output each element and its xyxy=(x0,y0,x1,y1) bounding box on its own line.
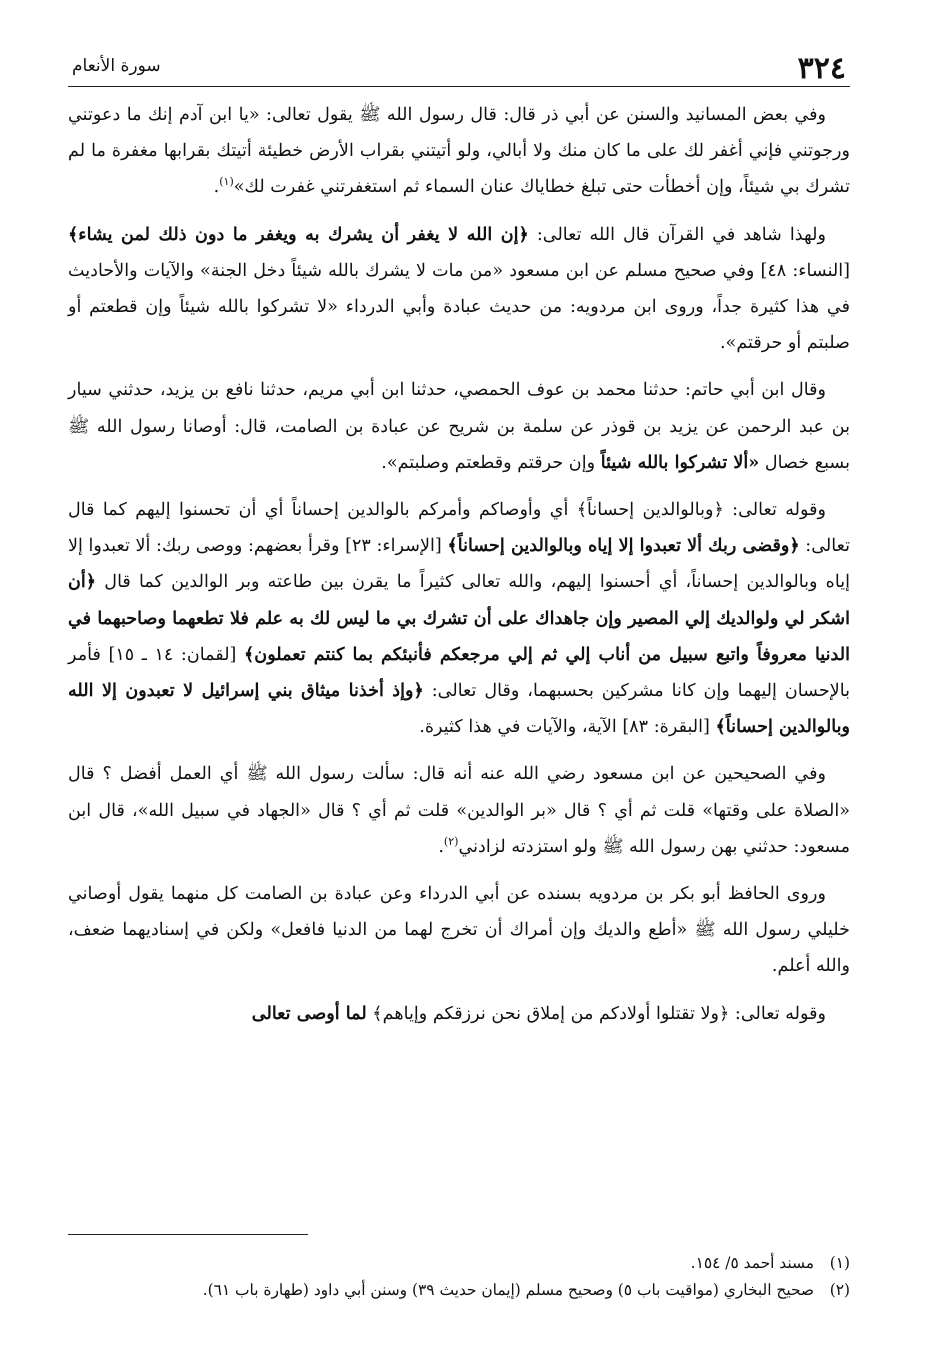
footnote-number: (١) xyxy=(829,1254,850,1272)
footnote-ref: (١) xyxy=(219,175,234,189)
running-title: سورة الأنعام xyxy=(72,56,161,76)
page xyxy=(68,40,850,1299)
text-run: [البقرة: ٨٣] الآية، والآيات في هذا كثيرة. xyxy=(419,717,716,738)
footnote-text: صحيح البخاري (مواقيت باب ٥) وصحيح مسلم (إيمان حديث ٣٩) وسنن أبي داود (طهارة باب ٦١). xyxy=(202,1281,814,1299)
paragraph xyxy=(68,996,850,1032)
footnote-text: مسند أحمد ٥/ ١٥٤. xyxy=(690,1254,814,1272)
text-run: وفي بعض المسانيد والسنن عن أبي ذر قال: قال رسول الله ﷺ يقول تعالى: «يا ابن آدم إنك ما دعوتني ورجوتني فإني أغفر لك على ما كان منك ولا أبالي، ولو أتيتني بقراب الأرض خطيئة أتيتك بقرابها مغفرة ما لم تشرك بي شيئاً، وإن أخطأت حتى تبلغ خطاياك عنان السماء ثم استغفرتني غفرت لك» xyxy=(68,105,850,198)
text-run: وقوله تعالى: ﴿وبالوالدين إحساناً﴾ أي وأوصاكم وأمركم بالوالدين إحساناً أي أن تحسنوا إليهم كما قال تعالى: xyxy=(68,500,850,557)
bold-text: «ألا تشركوا بالله شيئاً xyxy=(600,451,760,473)
text-run: . xyxy=(438,836,444,857)
paragraph xyxy=(68,97,850,206)
footnote xyxy=(68,1250,850,1277)
bold-text: ﴿إن الله لا يغفر أن يشرك به ويغفر ما دون ذلك لمن يشاء﴾ xyxy=(68,223,529,245)
text-run: [النساء: ٤٨] وفي صحيح مسلم عن ابن مسعود «من مات لا يشرك بالله شيئاً دخل الجنة» والآيات والأحاديث في هذا كثيرة جداً، وروى ابن مردويه: من حديث عبادة وأبي الدرداء «لا تشركوا بالله شيئاً وإن قطعتم أو صلبتم أو حرقتم». xyxy=(68,260,850,354)
bold-text: ﴿أن اشكر لي ولوالديك إلي المصير وإن جاهداك على أن تشرك بي ما ليس لك به علم فلا تطعهما وصاحبهما في الدنيا معروفاً واتبع سبيل من أناب إلي ثم إلي مرجعكم فأنبئكم بما كنتم تعملون﴾ xyxy=(68,571,850,665)
page-number: ٣٢٤ xyxy=(797,51,846,86)
text-run: ولهذا شاهد في القرآن قال الله تعالى: xyxy=(528,224,826,245)
text-run: [لقمان: ١٤ ـ ١٥] فأمر بالإحسان إليهما وإن كانا مشركين بحسبهما، وقال تعالى: xyxy=(68,644,850,702)
footnotes xyxy=(68,1250,850,1304)
bold-text: ﴿وإذ أخذنا ميثاق بني إسرائيل لا تعبدون إلا الله وبالوالدين إحساناً﴾ xyxy=(68,680,850,738)
text-run: وقوله تعالى: ﴿ولا تقتلوا أولادكم من إملاق نحن نرزقكم وإياهم﴾ xyxy=(366,1003,826,1024)
footnote xyxy=(68,1277,850,1304)
paragraph xyxy=(68,492,850,745)
paragraph xyxy=(68,372,850,481)
text-run: وروى الحافظ أبو بكر بن مردويه بسنده عن أبي الدرداء وعن عبادة بن الصامت كل منهما يقول أوصاني خليلي رسول الله ﷺ «أطع والديك وإن أمراك أن تخرج لهما من الدنيا فافعل» ولكن في إسناديهما ضعف، والله أعلم. xyxy=(68,884,850,977)
text-run: وقال ابن أبي حاتم: حدثنا محمد بن عوف الحمصي، حدثنا ابن أبي مريم، حدثنا نافع بن يزيد، حدثني سيار بن عبد الرحمن عن يزيد بن قوذر عن سلمة بن شريح عن عبادة بن الصامت، قال: أوصانا رسول الله ﷺ بسبع خصال xyxy=(68,380,850,473)
bold-text: لما أوصى تعالى xyxy=(251,1002,367,1024)
main-text xyxy=(68,97,850,1032)
footnote-divider xyxy=(68,1234,308,1235)
paragraph xyxy=(68,876,850,985)
paragraph xyxy=(68,217,850,362)
footnote-number: (٢) xyxy=(829,1281,850,1299)
text-run: وإن حرقتم وقطعتم وصلبتم». xyxy=(381,452,601,473)
text-run: وفي الصحيحين عن ابن مسعود رضي الله عنه أنه قال: سألت رسول الله ﷺ أي العمل أفضل ؟ قال «الصلاة على وقتها» قلت ثم أي ؟ قال «بر الوالدين» قلت ثم أي ؟ قال «الجهاد في سبيل الله»، قال ابن مسعود: حدثني بهن رسول الله ﷺ ولو استزدته لزادني xyxy=(68,764,850,857)
text-run: [الإسراء: ٢٣] وقرأ بعضهم: ووصى ربك: ألا تعبدوا إلا إياه وبالوالدين إحساناً، أي أحسنوا إليهم، والله تعالى كثيراً ما يقرن بين طاعته وبر الوالدين كما قال xyxy=(68,536,850,593)
bold-text: ﴿وقضى ربك ألا تعبدوا إلا إياه وبالوالدين إحساناً﴾ xyxy=(447,535,800,557)
paragraph xyxy=(68,756,850,865)
page-header xyxy=(68,40,850,87)
text-run: . xyxy=(213,177,220,198)
footnote-ref: (٢) xyxy=(443,835,459,848)
